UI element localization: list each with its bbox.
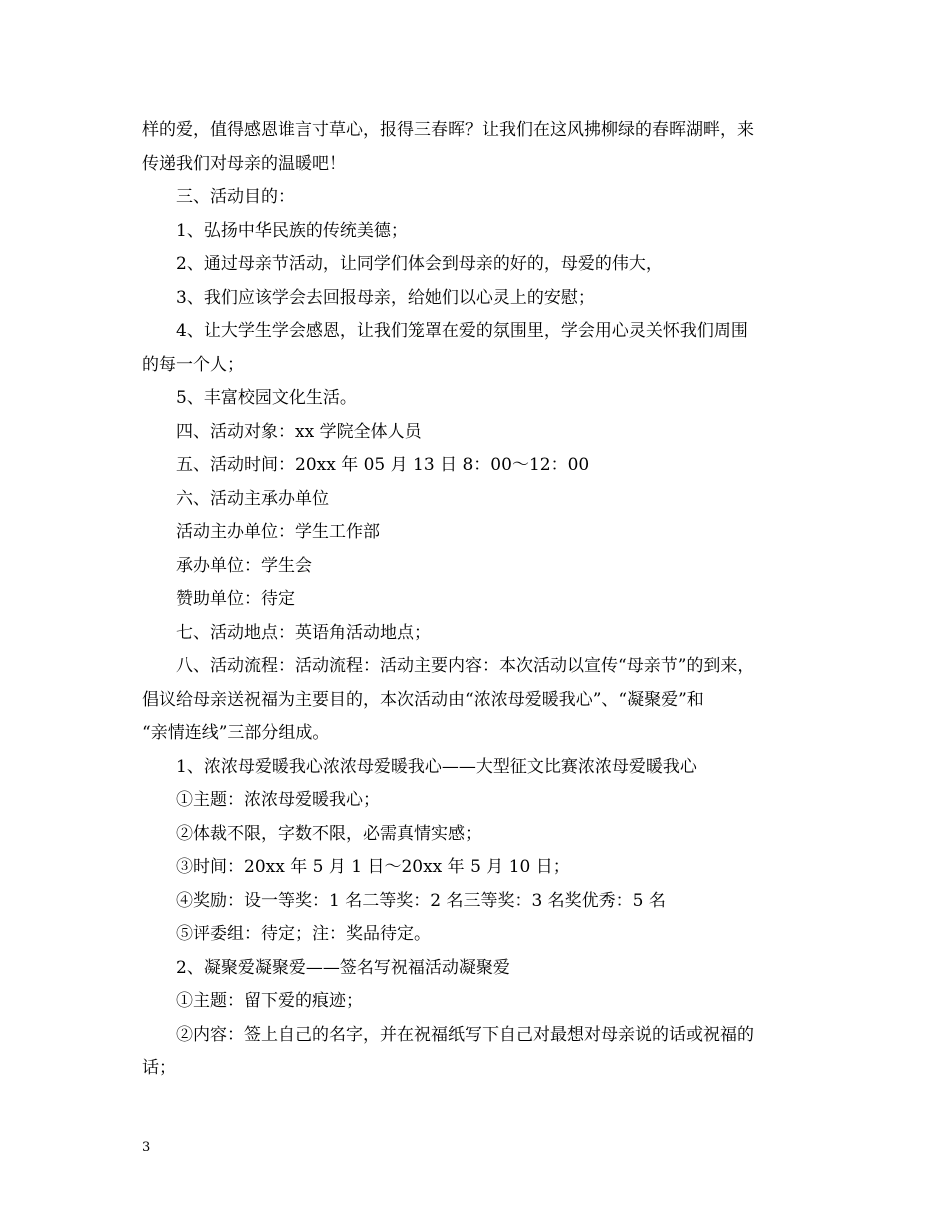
text-line: 话； <box>142 1058 176 1078</box>
text-line: 倡议给母亲送祝福为主要目的，本次活动由“浓浓母爱暖我心”、“凝聚爱”和 <box>142 689 704 710</box>
text-line: 六、活动主承办单位 <box>176 488 329 509</box>
text-line: “亲情连线”三部分组成。 <box>142 723 330 743</box>
text-line: 1、浓浓母爱暖我心浓浓母爱暖我心——大型征文比赛浓浓母爱暖我心 <box>176 756 697 777</box>
text-line: 5、丰富校园文化生活。 <box>176 388 357 408</box>
text-line: 样的爱，值得感恩谁言寸草心，报得三春晖？让我们在这风拂柳绿的春晖湖畔，来 <box>142 120 754 140</box>
text-line: ②体裁不限，字数不限，必需真情实感； <box>176 823 482 844</box>
document-body <box>142 114 814 1086</box>
text-line: 1、弘扬中华民族的传统美德； <box>176 220 408 241</box>
text-line: 传递我们对母亲的温暖吧！ <box>142 153 346 174</box>
text-line: 八、活动流程：活动流程：活动主要内容：本次活动以宣传“母亲节”的到来， <box>176 656 755 676</box>
text-line: 的每一个人； <box>142 354 244 375</box>
text-line: 承办单位：学生会 <box>176 555 312 576</box>
text-line: ③时间：20xx 年 5 月 1 日～20xx 年 5 月 10 日； <box>176 857 570 877</box>
page-number: 3 <box>142 1140 151 1155</box>
text-line: ④奖励：设一等奖：1 名二等奖：2 名三等奖：3 名奖优秀：5 名 <box>176 890 666 911</box>
text-line: 4、让大学生学会感恩，让我们笼罩在爱的氛围里，学会用心灵关怀我们周围 <box>176 321 748 341</box>
text-line: ⑤评委组：待定；注：奖品待定。 <box>176 924 431 944</box>
text-line: ②内容：签上自己的名字，并在祝福纸写下自己对最想对母亲说的话或祝福的 <box>176 1024 754 1045</box>
text-line: 2、通过母亲节活动，让同学们体会到母亲的好的，母爱的伟大， <box>176 254 663 274</box>
text-line: 活动主办单位：学生工作部 <box>176 522 380 542</box>
text-line: 3、我们应该学会去回报母亲，给她们以心灵上的安慰； <box>176 287 595 308</box>
text-line: 三、活动目的： <box>176 187 295 207</box>
text-line: 五、活动时间：20xx 年 05 月 13 日 8：00～12：00 <box>176 455 590 475</box>
text-line: 四、活动对象：xx 学院全体人员 <box>176 421 422 442</box>
text-line: ①主题：浓浓母爱暖我心； <box>176 790 380 810</box>
text-line: ①主题：留下爱的痕迹； <box>176 991 363 1011</box>
text-line: 赞助单位：待定 <box>176 589 295 609</box>
text-line: 七、活动地点：英语角活动地点； <box>176 622 431 643</box>
text-line: 2、凝聚爱凝聚爱——签名写祝福活动凝聚爱 <box>176 957 510 978</box>
